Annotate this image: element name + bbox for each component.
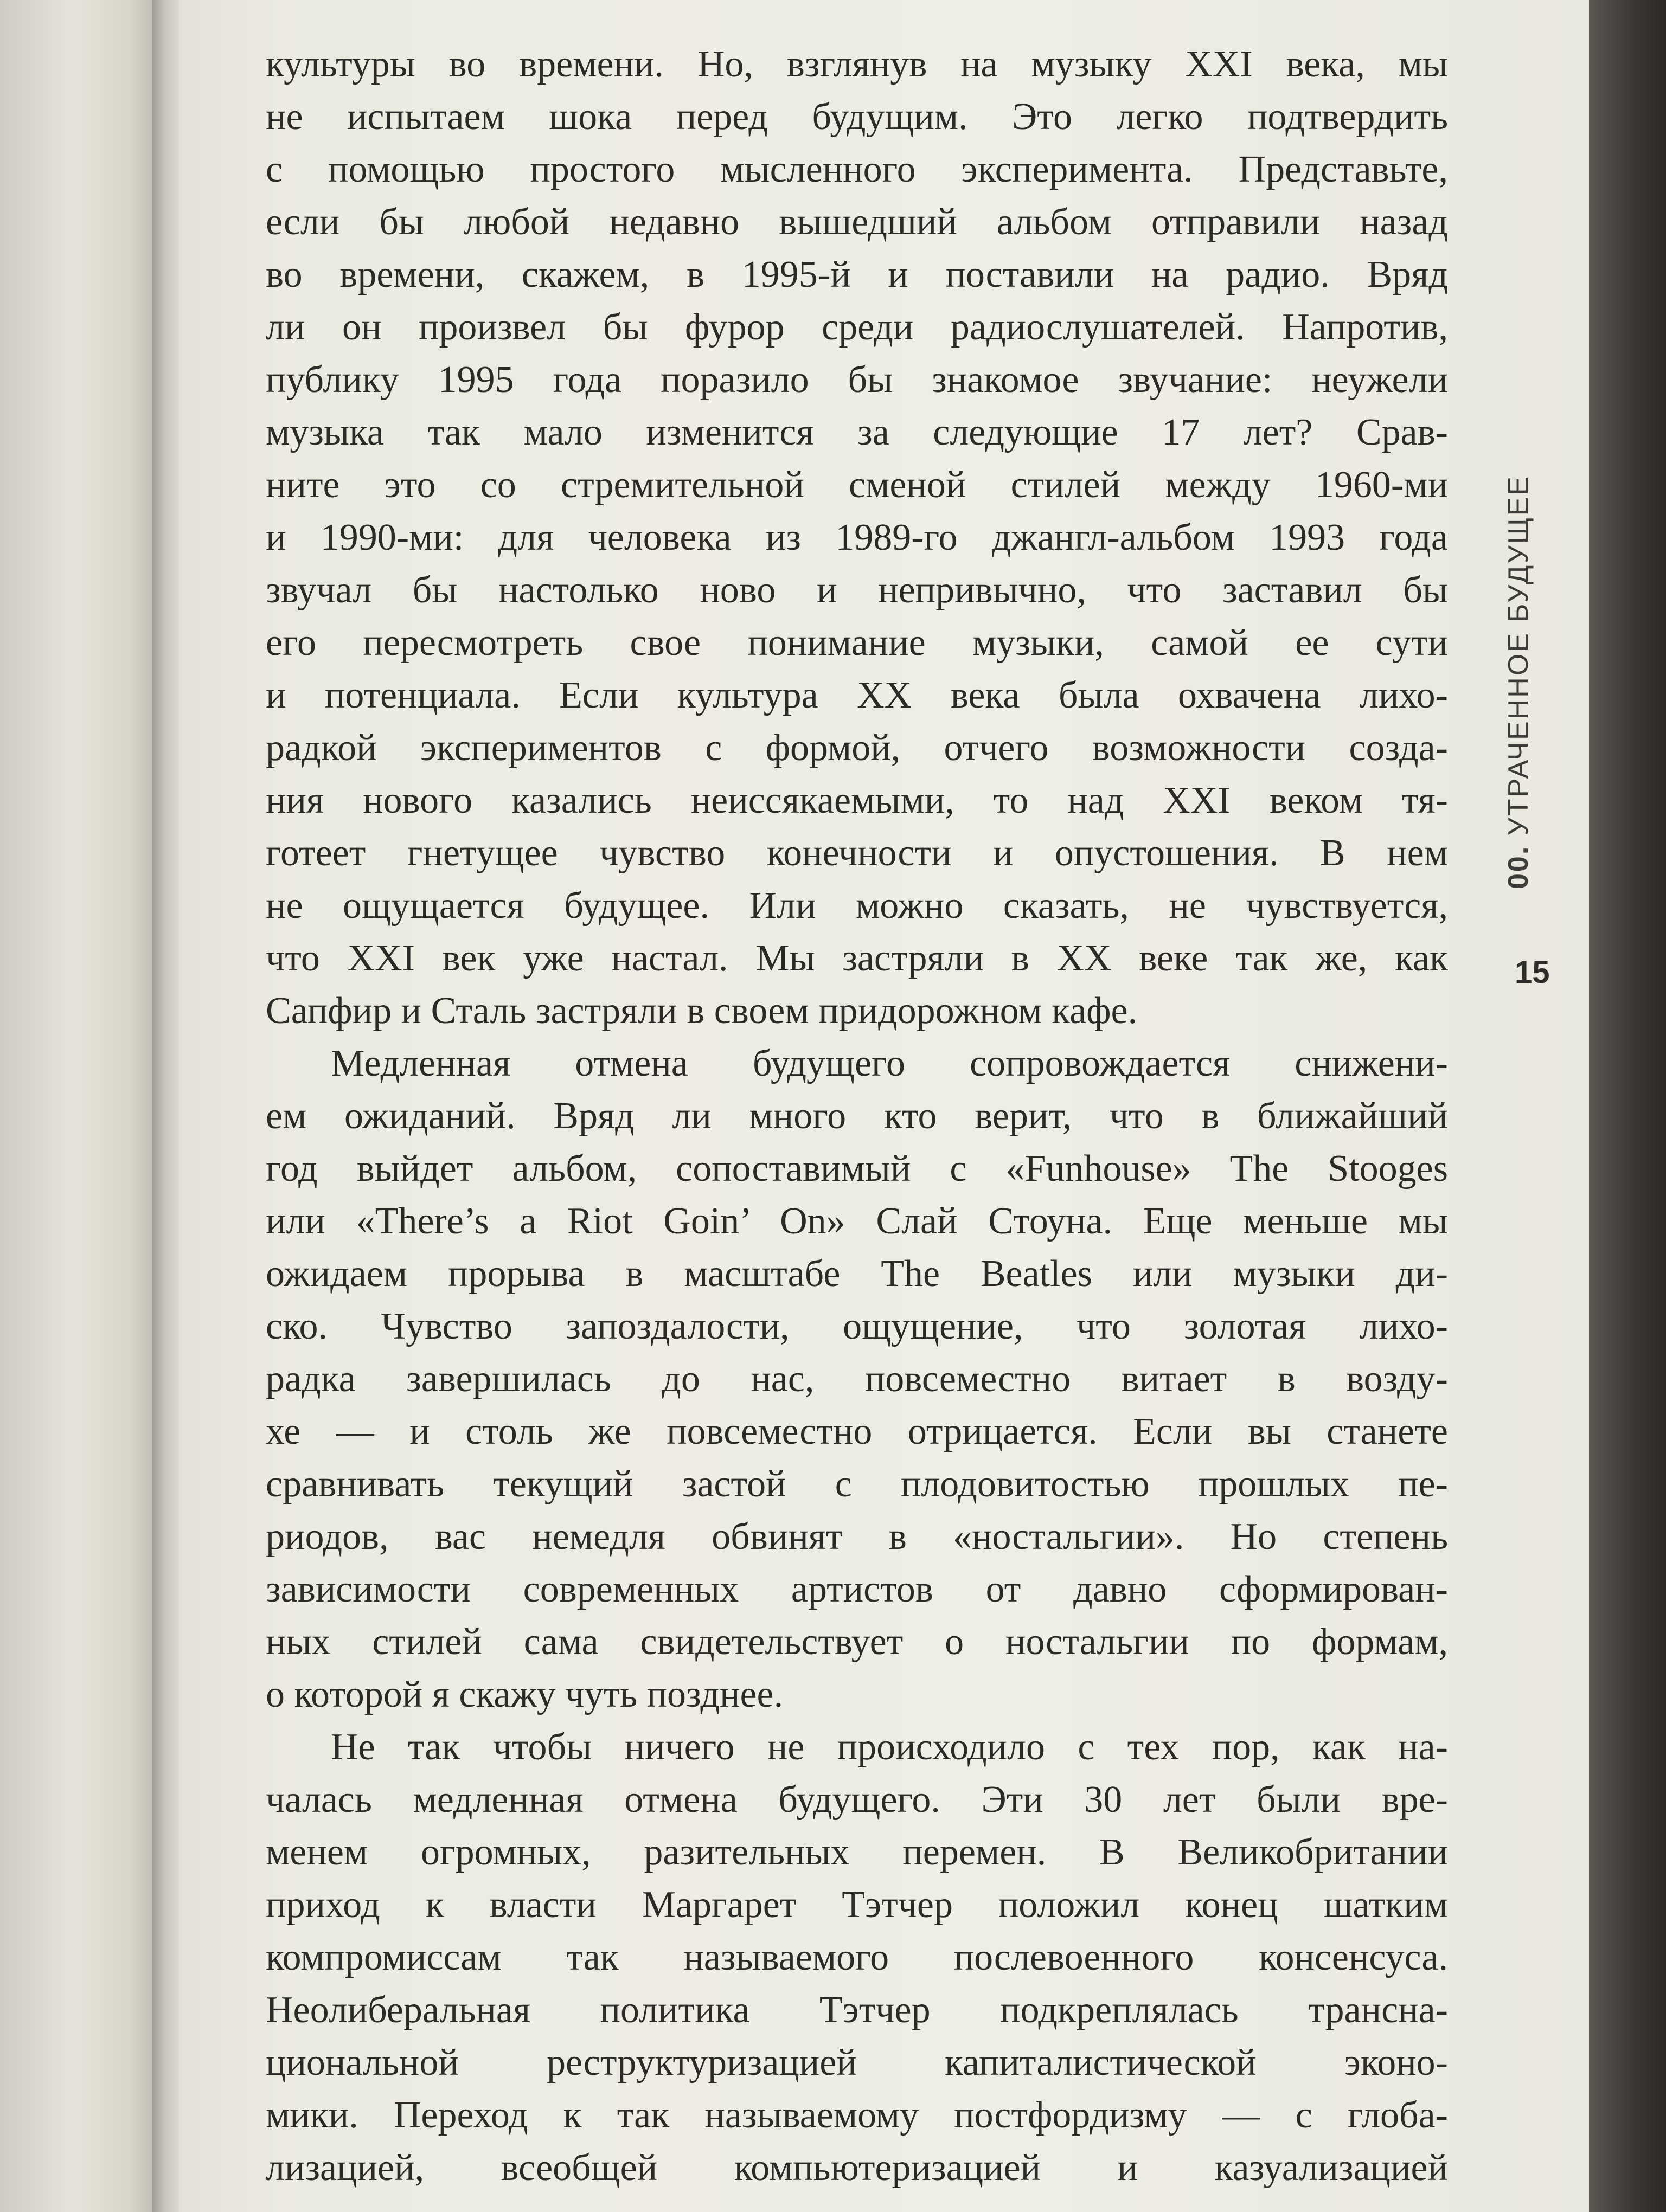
text-line: сравнивать текущий застой с плодовитостью прошлых пе- [266,1463,1448,1505]
text-line: не испытаем шока перед будущим. Это легко подтвердить [266,96,1448,138]
text-line: радкой экспериментов с формой, отчего возможности созда- [266,727,1448,769]
text-line: Сапфир и Сталь застряли в своем придорожном кафе. [266,990,1138,1032]
text-line: готеет гнетущее чувство конечности и опустошения. В нем [266,832,1448,874]
paragraph [266,1037,1448,1721]
text-line: чалась медленная отмена будущего. Эти 30 лет были вре- [266,1779,1448,1821]
text-line: и 1990-ми: для человека из 1989-го джангл-альбом 1993 года [266,517,1448,558]
text-line: приход к власти Маргарет Тэтчер положил конец шатким [266,1884,1448,1926]
paragraph [266,1721,1448,2194]
previous-page-edge [0,0,163,2212]
text-line: мики. Переход к так называемому постфордизму — с глоба- [266,2094,1448,2136]
text-line: если бы любой недавно вышедший альбом отправили назад [266,201,1448,243]
text-line: ем ожиданий. Вряд ли много кто верит, что в ближайший [266,1095,1448,1137]
text-line: менем огромных, разительных перемен. В Великобритании [266,1831,1448,1873]
text-line: не ощущается будущее. Или можно сказать, не чувствуется, [266,885,1448,927]
text-line: компромиссам так называемого послевоенного консенсуса. [266,1937,1448,1978]
text-line: ния нового казались неиссякаемыми, то над XXI веком тя- [266,780,1448,821]
text-line: что XXI век уже настал. Мы застряли в XX веке так же, как [266,937,1448,979]
text-line: радка завершилась до нас, повсеместно витает в возду- [266,1358,1448,1400]
text-line: ли он произвел бы фурор среди радиослушателей. Напротив, [266,306,1448,348]
text-line: год выйдет альбом, сопоставимый с «Funhouse» The Stooges [266,1148,1448,1189]
text-line: лизацией, всеобщей компьютеризацией и казуализацией [266,2147,1448,2189]
text-line: ожидаем прорыва в масштабе The Beatles или музыки ди- [266,1253,1448,1295]
chapter-number: 00. [1503,845,1534,889]
text-line: хе — и столь же повсеместно отрицается. Если вы станете [266,1411,1448,1452]
text-line: циональной реструктуризацией капиталистической эконо- [266,2042,1448,2084]
text-line: музыка так мало изменится за следующие 17 лет? Срав- [266,411,1448,453]
text-line: зависимости современных артистов от давно сформирован- [266,1568,1448,1610]
text-line: ных стилей сама свидетельствует о ностальгии по формам, [266,1621,1448,1663]
paragraph [266,38,1448,1037]
text-line: о которой я скажу чуть позднее. [266,1674,784,1715]
text-line: риодов, вас немедля обвинят в «ностальгии». Но степень [266,1516,1448,1558]
text-line: во времени, скажем, в 1995-й и поставили на радио. Вряд [266,254,1448,295]
text-line: его пересмотреть свое понимание музыки, самой ее сути [266,622,1448,664]
running-head [1502,475,1535,889]
text-line: Медленная отмена будущего сопровождается снижени- [331,1043,1448,1084]
text-line: Не так чтобы ничего не происходило с тех пор, как на- [331,1726,1448,1768]
text-line: Неолиберальная политика Тэтчер подкреплялась трансна- [266,1989,1448,2031]
text-line: культуры во времени. Но, взглянув на музыку XXI века, мы [266,43,1448,85]
text-line: и потенциала. Если культура XX века была охвачена лихо- [266,674,1448,716]
text-line: звучал бы настолько ново и непривычно, что заставил бы [266,569,1448,611]
page-right-edge-shadow [1589,0,1666,2212]
text-line: или «There’s a Riot Goin’ On» Слай Стоуна. Еще меньше мы [266,1200,1448,1242]
text-line: ско. Чувство запоздалости, ощущение, что золотая лихо- [266,1306,1448,1347]
text-line: с помощью простого мысленного эксперимента. Представьте, [266,149,1448,190]
text-line: публику 1995 года поразило бы знакомое звучание: неужели [266,359,1448,401]
body-text [266,38,1448,2194]
page-number: 15 [1515,955,1550,990]
chapter-title: УТРАЧЕННОЕ БУДУЩЕЕ [1503,475,1534,836]
text-line: ните это со стремительной сменой стилей между 1960-ми [266,464,1448,506]
